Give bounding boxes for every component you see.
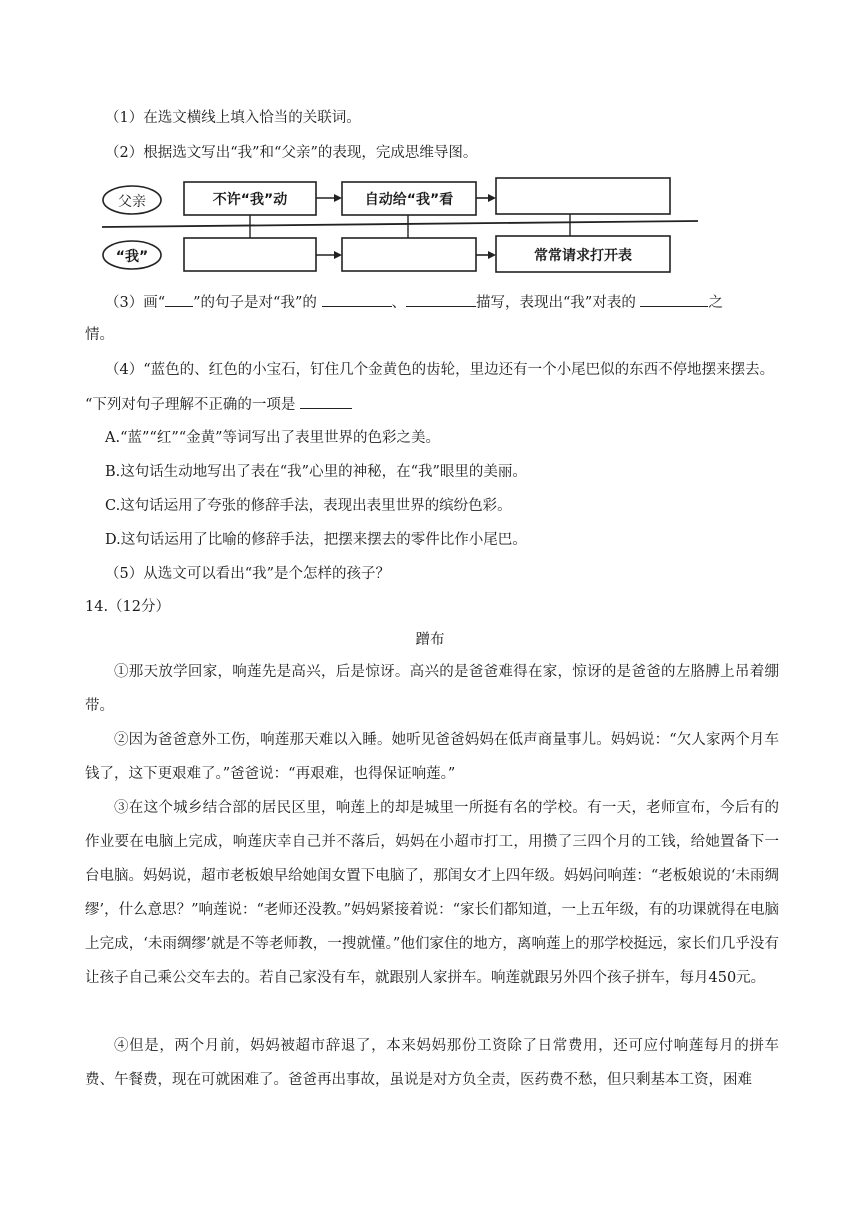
row-label-father: 父亲	[118, 194, 146, 210]
q4-prompt: “下列对句子理解不正确的一项是	[85, 397, 296, 413]
q3-text-a: （3）画“	[105, 295, 166, 311]
q3-blank-1[interactable]	[322, 292, 392, 307]
option-b: B.这句话生动地写出了表在“我”心里的神秘，在“我”眼里的美丽。	[105, 464, 527, 480]
paragraph-4: ④但是，两个月前，妈妈被超市辞退了，本来妈妈那份工资除了日常费用，还可应付响莲每月的拼车费、午餐费，现在可就困难了。爸爸再出事故，虽说是对方负全责，医药费不愁，但只剩基本工资，困难	[85, 1038, 779, 1088]
mind-map-diagram	[100, 176, 700, 280]
q4-answer-blank[interactable]	[300, 394, 352, 409]
box-6: 常常请求打开表	[534, 248, 632, 264]
option-d: D.这句话运用了比喻的修辞手法，把摆来摆去的零件比作小尾巴。	[105, 532, 527, 548]
paragraph-3: ③在这个城乡结合部的居民区里，响莲上的却是城里一所挺有名的学校。有一天，老师宣布，今后有的作业要在电脑上完成，响莲庆幸自己并不落后，妈妈在小超市打工，用攒了三四个月的工钱，给她置备下一台电脑。妈妈说，超市老板娘早给她闺女置下电脑了，那闺女才上四年级。妈妈问响莲：“老板娘说的‘未雨绸缪’，什么意思？”响莲说：“老师还没教。”妈妈紧接着说：“家长们都知道，一上五年级，有的功课就得在电脑上完成，‘未雨绸缪’就是不等老师教，一搜就懂。”他们家住的地方，离响莲上的那学校挺远，家长们几乎没有让孩子自己乘公交车去的。若自己家没有车，就跟别人家拼车。响莲就跟另外四个孩子拼车，每月450元。	[85, 800, 780, 986]
q3-text-d: 描写，表现出“我”对表的	[476, 295, 636, 311]
option-c: C.这句话运用了夸张的修辞手法，表现出表里世界的缤纷色彩。	[105, 498, 512, 514]
question-5: （5）从选文可以看出“我”是个怎样的孩子？	[105, 566, 391, 582]
question-4-line1: （4）“蓝色的、红色的小宝石，钉住几个金黄色的齿轮，里边还有一个小尾巴似的东西不停地摆来摆去。	[105, 362, 775, 378]
q3-mark-blank	[165, 292, 193, 307]
q3-continuation: 情。	[85, 327, 114, 343]
q3-text-c: 、	[391, 295, 406, 311]
q3-blank-2[interactable]	[406, 292, 476, 307]
passage-title: 蹭布	[415, 632, 445, 648]
box-2: 自动给“我”看	[364, 192, 454, 208]
question-1: （1）在选文横线上填入恰当的关联词。	[105, 110, 361, 126]
question-2: （2）根据选文写出“我”和“父亲”的表现，完成思维导图。	[105, 145, 478, 161]
row-label-me: “我”	[115, 249, 149, 265]
q3-text-b: ”的句子是对“我”的	[193, 295, 317, 311]
box-1: 不许“我”动	[212, 192, 288, 208]
question-4-line2	[85, 394, 352, 415]
section-14-number: 14.（12分）	[85, 599, 171, 615]
q3-text-e: 之	[708, 295, 723, 311]
paragraph-2: ②因为爸爸意外工伤，响莲那天难以入睡。她听见爸爸妈妈在低声商量事儿。妈妈说：“欠人家两个月车钱了，这下更艰难了。”爸爸说：“再艰难，也得保证响莲。”	[85, 732, 779, 782]
question-3	[105, 292, 723, 313]
paragraph-1: ①那天放学回家，响莲先是高兴，后是惊讶。高兴的是爸爸难得在家，惊讶的是爸爸的左胳膊上吊着绷带。	[85, 664, 779, 714]
option-a: A.“蓝”“红”“金黄”等词写出了表里世界的色彩之美。	[105, 430, 441, 446]
q3-blank-3[interactable]	[640, 292, 708, 307]
